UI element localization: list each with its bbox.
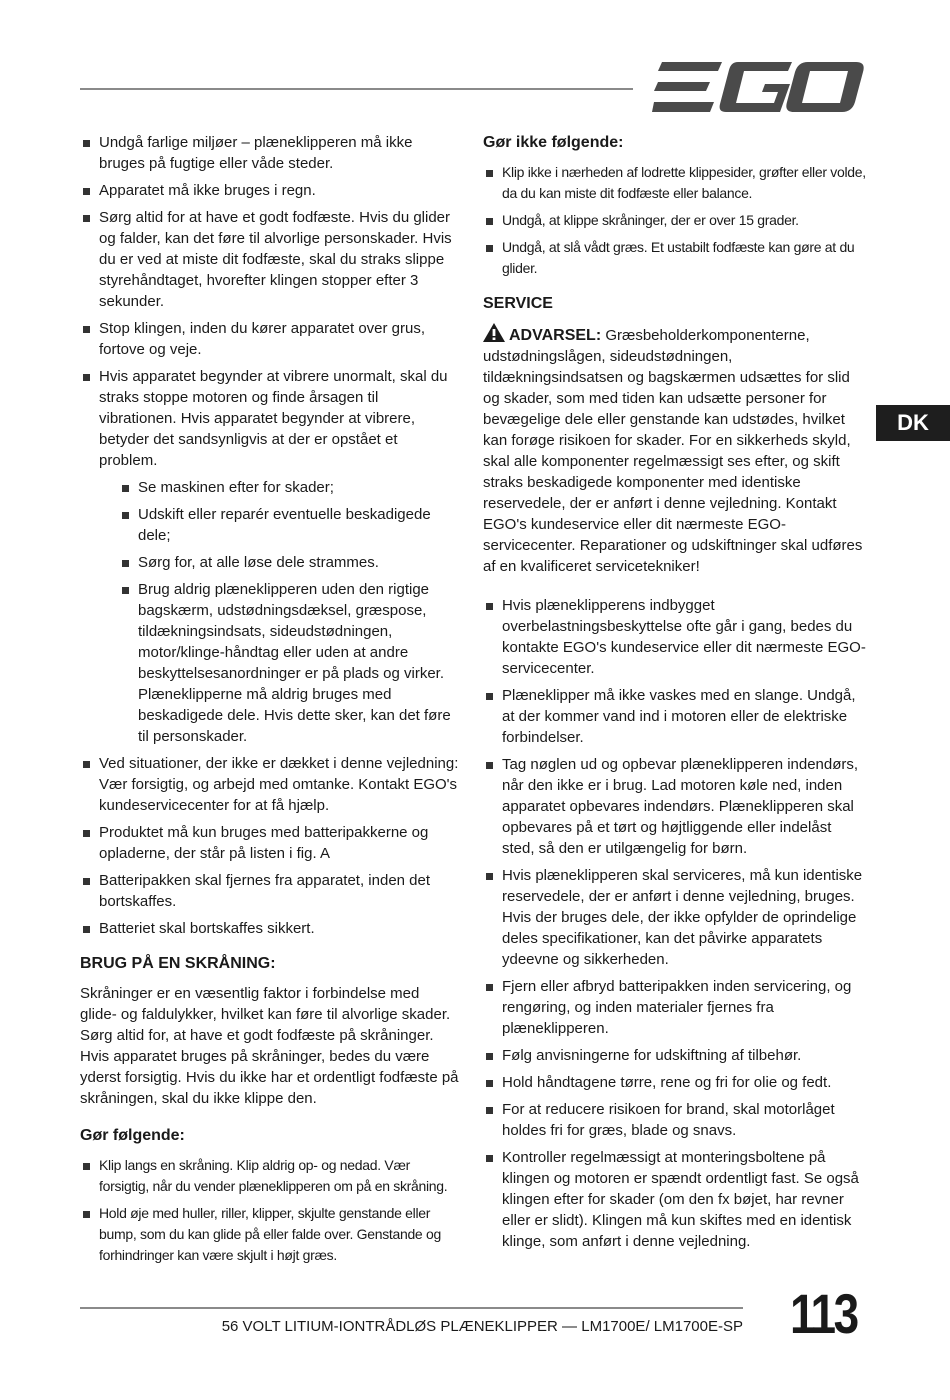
dont-list xyxy=(483,162,868,279)
dont-heading: Gør ikke følgende: xyxy=(483,134,624,151)
slope-heading: BRUG PÅ EN SKRÅNING: xyxy=(80,955,276,972)
header-rule xyxy=(80,88,633,90)
slope-paragraph: Skråninger er en væsentlig faktor i forbindelse med glide- og faldulykker, hvilket kan føre til alvorlige skader. Sørg altid for, at have et godt fodfæste på skråninger. Hvis apparatet bruges på skråninger, bedes du være yderst forsigtig. Hvis du ikke har et ordentligt fodfæste på skråningen, skal du ikke klippe den. xyxy=(80,985,459,1107)
list-item xyxy=(80,366,460,747)
footer-title: 56 VOLT LITIUM-IONTRÅDLØS PLÆNEKLIPPER — LM1700E/ LM1700E-SP xyxy=(221,1318,743,1335)
list-item: Hvis plæneklipperens indbygget overbelastningsbeskyttelse ofte går i gang, bedes du kontakte EGO's kundeservice eller dit nærmeste EGO-servicecenter. xyxy=(483,595,868,679)
list-item: Klip langs en skråning. Klip aldrig op- og nedad. Vær forsigtig, når du vender plæneklipperen om på en skråning. xyxy=(80,1155,460,1197)
list-item: Sørg altid for at have et godt fodfæste. Hvis du glider og falder, kan det føre til alvorlige personskader. Hvis du er ved at miste dit fodfæste, skal du straks slippe styrehåndtaget, hvorefter klingen stopper efter 3 sekunder. xyxy=(80,207,460,312)
list-item: Undgå, at klippe skråninger, der er over 15 grader. xyxy=(483,210,868,231)
warning-label: ADVARSEL: xyxy=(509,327,602,344)
list-item: Stop klingen, inden du kører apparatet over grus, fortove og veje. xyxy=(80,318,460,360)
page-number: 113 xyxy=(790,1282,857,1345)
sub-list-item: Sørg for, at alle løse dele strammes. xyxy=(119,552,460,573)
warning-text: Græsbeholderkomponenterne, udstødningslågen, sideudstødningen, tildækningsindsatsen og bagskærmen udsættes for slid og skader, som med tiden kan udsætte personer for bevægelige dele eller genstande kan udstødes, hvilket kan forøge risikoen for skader. For en sikkerheds skyld, skal alle komponenter regelmæssigt ses efter, og skift straks beskadigede komponenter med identiske reservedele, der er anført i denne vejledning. Kontakt EGO's kundeservice eller dit nærmeste EGO-servicecenter. Reparationer og udskiftninger skal udføres af en kvalificeret servicetekniker! xyxy=(483,327,863,575)
warning-paragraph xyxy=(483,323,868,577)
warning-triangle-icon xyxy=(483,323,505,342)
list-item: Batteriet skal bortskaffes sikkert. xyxy=(80,918,460,939)
list-item: Tag nøglen ud og opbevar plæneklipperen indendørs, når den ikke er i brug. Lad motoren køle ned, inden apparatet opbevares indendørs. Plæneklipperen skal opbevares på et tørt og højtliggende eller indelåst sted, så den er utilgængelig for børn. xyxy=(483,754,868,859)
list-item: Fjern eller afbryd batteripakken inden servicering, og rengøring, og inden materialer fjernes fra plæneklipperen. xyxy=(483,976,868,1039)
list-item: Kontroller regelmæssigt at monteringsboltene på klingen og motoren er spændt ordentligt fast. Se også klingen efter for skader (om den fx bøjet, har revner eller er slidt). Klingen må kun skiftes med en identisk klinge, som anført i denne vejledning. xyxy=(483,1147,868,1252)
list-item: Klip ikke i nærheden af lodrette klippesider, grøfter eller volde, da du kan miste dit fodfæste eller balance. xyxy=(483,162,868,204)
list-item: Undgå farlige miljøer – plæneklipperen må ikke bruges på fugtige eller våde steder. xyxy=(80,132,460,174)
list-item: Batteripakken skal fjernes fra apparatet, inden det bortskaffes. xyxy=(80,870,460,912)
list-item: For at reducere risikoen for brand, skal motorlåget holdes fri for græs, blade og snavs. xyxy=(483,1099,868,1141)
list-item: Hold håndtagene tørre, rene og fri for olie og fedt. xyxy=(483,1072,868,1093)
left-column xyxy=(80,132,460,1272)
list-item: Apparatet må ikke bruges i regn. xyxy=(80,180,460,201)
list-item: Hold øje med huller, riller, klipper, skjulte genstande eller bump, som du kan glide på eller falde over. Genstande og forhindringer kan være skjult i højt græs. xyxy=(80,1203,460,1266)
list-item: Undgå, at slå vådt græs. Et ustabilt fodfæste kan gøre at du glider. xyxy=(483,237,868,279)
sub-list-item: Brug aldrig plæneklipperen uden den rigtige bagskærm, udstødningsdæksel, græspose, tildækningsindsats, sideudstødningen, motor/klinge-håndtag eller uden at andre beskyttelsesanordninger er på plads og virker. Plæneklipperne må aldrig bruges med beskadigede dele. Hvis dette sker, kan det føre til personskader. xyxy=(119,579,460,747)
safety-list xyxy=(80,132,460,939)
service-heading: SERVICE xyxy=(483,295,553,312)
list-item: Følg anvisningerne for udskiftning af tilbehør. xyxy=(483,1045,868,1066)
right-column xyxy=(483,132,868,1258)
footer-rule xyxy=(80,1307,743,1309)
sub-list xyxy=(99,477,460,747)
ego-logo xyxy=(652,62,864,114)
sub-list-item: Se maskinen efter for skader; xyxy=(119,477,460,498)
list-item-text: Hvis apparatet begynder at vibrere unormalt, skal du straks stoppe motoren og finde årsagen til vibrationen. Hvis apparatet begynder at vibrere, betyder det sandsynligvis at der er opstået et problem. xyxy=(99,368,448,469)
sub-list-item: Udskift eller reparér eventuelle beskadigede dele; xyxy=(119,504,460,546)
list-item: Plæneklipper må ikke vaskes med en slange. Undgå, at der kommer vand ind i motoren eller de elektriske forbindelser. xyxy=(483,685,868,748)
list-item: Hvis plæneklipperen skal serviceres, må kun identiske reservedele, der er anført i denne vejledning, bruges. Hvis der bruges dele, der ikke opfylder de oprindelige deles specifikationer, kan det påvirke apparatets ydeevne og sikkerheden. xyxy=(483,865,868,970)
language-tab: DK xyxy=(876,405,950,441)
do-heading: Gør følgende: xyxy=(80,1127,185,1144)
service-list xyxy=(483,595,868,1252)
do-list xyxy=(80,1155,460,1266)
list-item: Ved situationer, der ikke er dækket i denne vejledning: Vær forsigtig, og arbejd med omtanke. Kontakt EGO's kundeservicecenter for at få hjælp. xyxy=(80,753,460,816)
list-item: Produktet må kun bruges med batteripakkerne og opladerne, der står på listen i fig. A xyxy=(80,822,460,864)
